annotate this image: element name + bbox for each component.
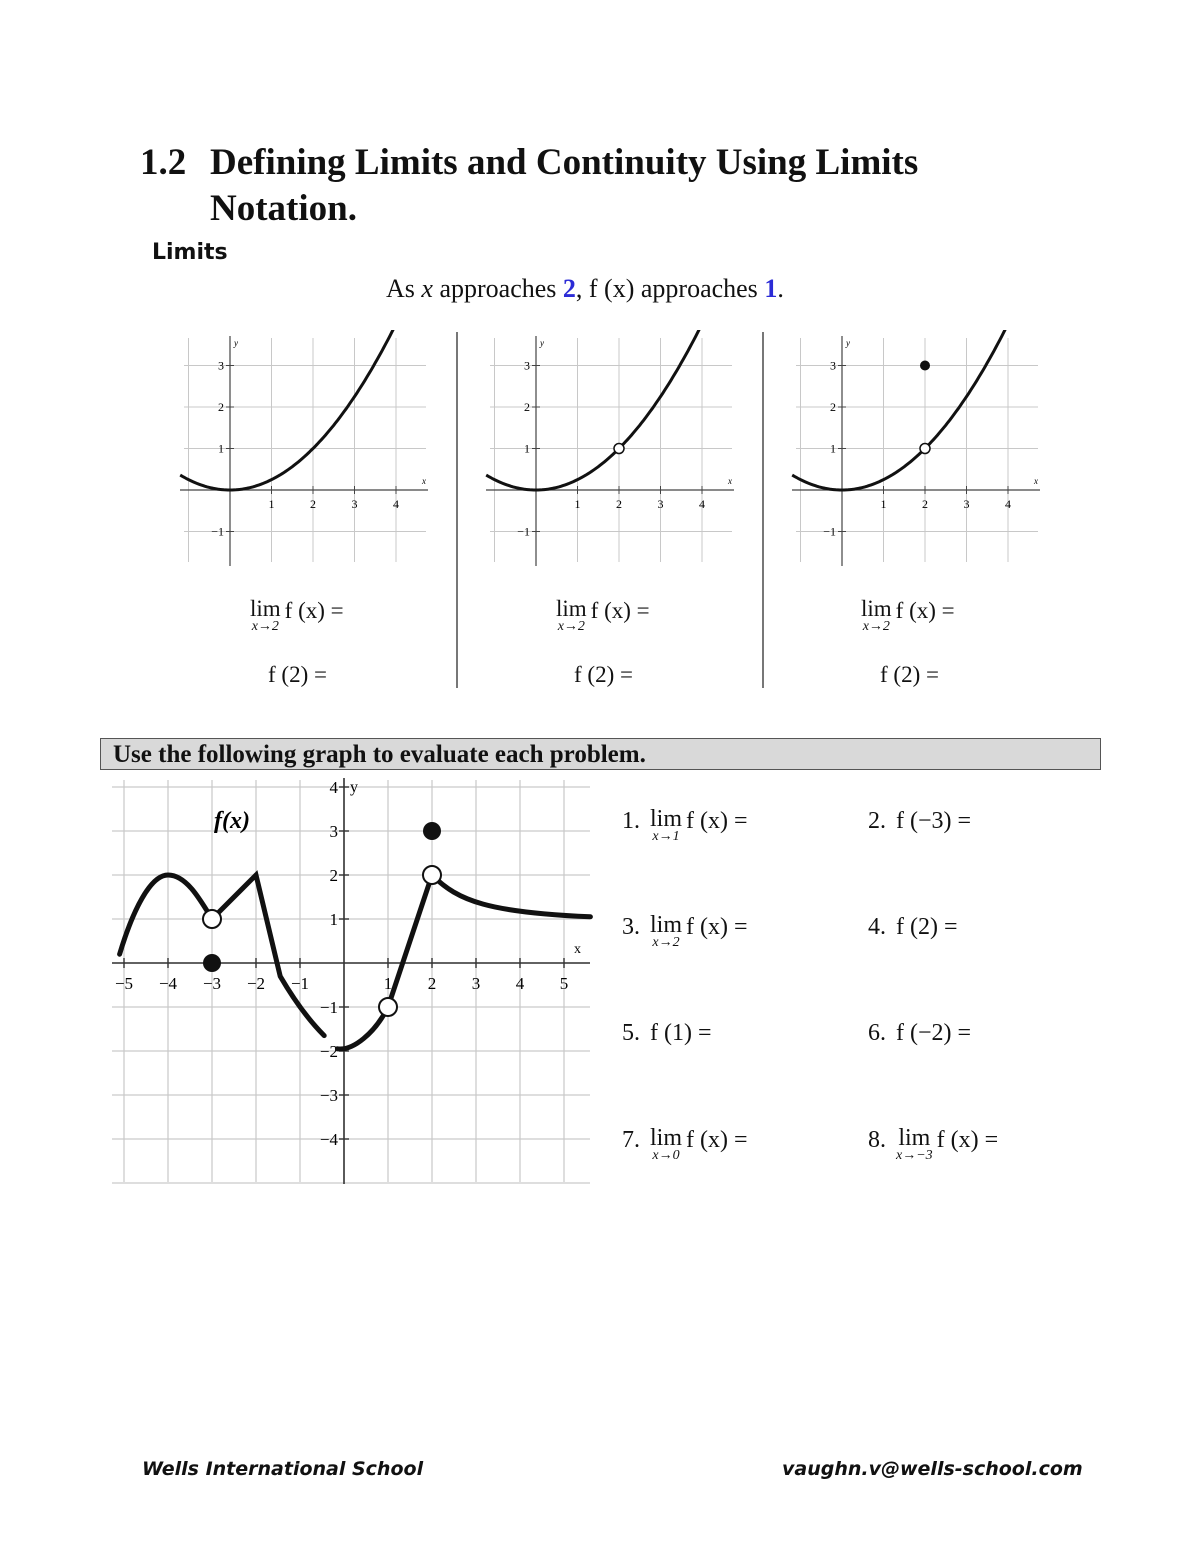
y-tick-label: 3 [524, 358, 530, 373]
statement-var: x [421, 274, 433, 303]
limit-operator: lim x→1 [650, 806, 683, 844]
y-tick-label: 2 [329, 866, 338, 885]
x-axis-label: x [1034, 476, 1038, 486]
problem-1 [622, 808, 748, 844]
problem-expression: f (x) = [936, 1127, 999, 1153]
y-tick-label: 2 [524, 400, 530, 414]
x-tick-label: −1 [290, 974, 310, 993]
closed-point [920, 361, 930, 371]
open-point [203, 910, 221, 928]
y-tick-label: −1 [823, 524, 836, 539]
x-tick-label: 4 [515, 974, 525, 993]
x-tick-label: 1 [383, 974, 393, 993]
column-divider [762, 332, 764, 688]
y-axis-label: y [350, 779, 358, 796]
limit-operator: lim x→0 [650, 1125, 683, 1163]
x-tick-label: 1 [574, 497, 581, 511]
limits-heading: Limits [152, 240, 228, 265]
small-graph-hole [478, 330, 740, 570]
x-tick-label: 2 [310, 497, 316, 511]
function-curve [486, 330, 702, 490]
statement-pre: As [386, 274, 422, 303]
x-tick-label: 4 [699, 497, 705, 511]
y-tick-label: −2 [319, 1042, 338, 1061]
problem-expression: f (x) = [686, 1127, 748, 1153]
problem-6 [868, 1020, 971, 1047]
y-tick-label: −1 [211, 524, 224, 539]
open-point [920, 444, 930, 454]
problem-expression: f (x) = [686, 808, 748, 834]
x-tick-label: −4 [158, 974, 178, 993]
y-axis-label: y [540, 338, 544, 348]
y-tick-label: 4 [329, 778, 338, 797]
column-divider [456, 332, 458, 688]
statement-mid2: , f (x) approaches [575, 274, 765, 303]
y-tick-label: −1 [319, 998, 338, 1017]
x-axis-label: x [574, 942, 581, 957]
curve-segment [337, 875, 432, 1049]
closed-point [423, 822, 441, 840]
limit-operator: lim x→−3 [896, 1125, 933, 1163]
problem-number: 2. [868, 808, 886, 834]
x-tick-label: −3 [202, 974, 222, 993]
problem-box-header: Use the following graph to evaluate each problem. [100, 738, 1101, 770]
footer-email: vaughn.v@wells-school.com [782, 1458, 1083, 1480]
curve-segment [120, 875, 212, 954]
open-point [379, 998, 397, 1016]
function-value-3: f (2) = [880, 662, 939, 687]
open-point [614, 444, 624, 454]
x-tick-label: 2 [616, 497, 622, 511]
y-tick-label: 1 [830, 441, 836, 456]
x-tick-label: 4 [1005, 497, 1011, 511]
problem-number: 6. [868, 1020, 886, 1046]
x-tick-label: −5 [114, 974, 134, 993]
statement-mid1: approaches [432, 274, 563, 303]
y-tick-label: 2 [218, 400, 224, 414]
problem-number: 4. [868, 914, 886, 940]
problem-4 [868, 914, 958, 941]
closed-point [203, 954, 221, 972]
small-graph-removable [784, 330, 1046, 570]
x-tick-label: 2 [427, 974, 437, 993]
y-tick-label: 1 [329, 910, 338, 929]
x-tick-label: 1 [880, 497, 887, 511]
problem-2 [868, 808, 971, 835]
x-tick-label: 3 [963, 497, 970, 511]
small-graph-continuous [172, 330, 434, 570]
y-tick-label: 3 [830, 358, 836, 373]
section-title: Defining Limits and Continuity Using Limits Notation. [210, 142, 919, 229]
problem-5 [622, 1020, 712, 1047]
y-tick-label: 3 [329, 822, 338, 841]
function-curve [180, 330, 396, 490]
limit-statement [386, 274, 784, 304]
x-tick-label: 5 [559, 974, 569, 993]
function-label: f(x) [214, 808, 250, 834]
problem-expression: f (1) = [650, 1020, 712, 1046]
y-tick-label: 2 [830, 400, 836, 414]
problem-number: 5. [622, 1020, 640, 1046]
function-graph [108, 770, 594, 1190]
problem-number: 7. [622, 1127, 640, 1153]
y-tick-label: −1 [517, 524, 530, 539]
problem-number: 1. [622, 808, 640, 834]
y-axis-label: y [846, 338, 850, 348]
problem-number: 8. [868, 1127, 886, 1153]
x-axis-label: x [728, 476, 732, 486]
limit-expression-1: lim x→2 f (x) = [250, 596, 344, 634]
function-value-2: f (2) = [574, 662, 633, 687]
statement-L: 1 [764, 274, 778, 303]
x-tick-label: −2 [246, 974, 266, 993]
section-number: 1.2 [140, 142, 187, 183]
problem-expression: f (−3) = [896, 808, 972, 834]
x-tick-label: 3 [471, 974, 481, 993]
y-axis-label: y [234, 338, 238, 348]
x-axis-label: x [422, 476, 426, 486]
x-tick-label: 3 [657, 497, 664, 511]
footer-school: Wells International School [142, 1458, 424, 1480]
problem-expression: f (−2) = [896, 1020, 972, 1046]
x-tick-label: 1 [268, 497, 275, 511]
statement-end: . [777, 274, 784, 303]
function-value-1: f (2) = [268, 662, 327, 687]
problem-8 [868, 1127, 998, 1163]
problem-number: 3. [622, 914, 640, 940]
open-point [423, 866, 441, 884]
limit-operator: lim x→2 [650, 912, 683, 950]
y-tick-label: −4 [319, 1130, 338, 1149]
y-tick-label: 3 [218, 358, 224, 373]
limit-expression-2: lim x→2 f (x) = [556, 596, 650, 634]
function-curve [792, 330, 1008, 490]
x-tick-label: 3 [351, 497, 358, 511]
problem-expression: f (x) = [686, 914, 748, 940]
problem-expression: f (2) = [896, 914, 958, 940]
x-tick-label: 4 [393, 497, 399, 511]
y-tick-label: 1 [524, 441, 530, 456]
problem-3 [622, 914, 748, 950]
limit-expression-3: lim x→2 f (x) = [861, 596, 955, 634]
curve-segment [212, 875, 324, 1036]
y-tick-label: −3 [319, 1086, 338, 1105]
statement-a: 2 [562, 274, 576, 303]
y-tick-label: 1 [218, 441, 224, 456]
x-tick-label: 2 [922, 497, 928, 511]
curve-segment [432, 875, 590, 917]
problem-7 [622, 1127, 748, 1163]
